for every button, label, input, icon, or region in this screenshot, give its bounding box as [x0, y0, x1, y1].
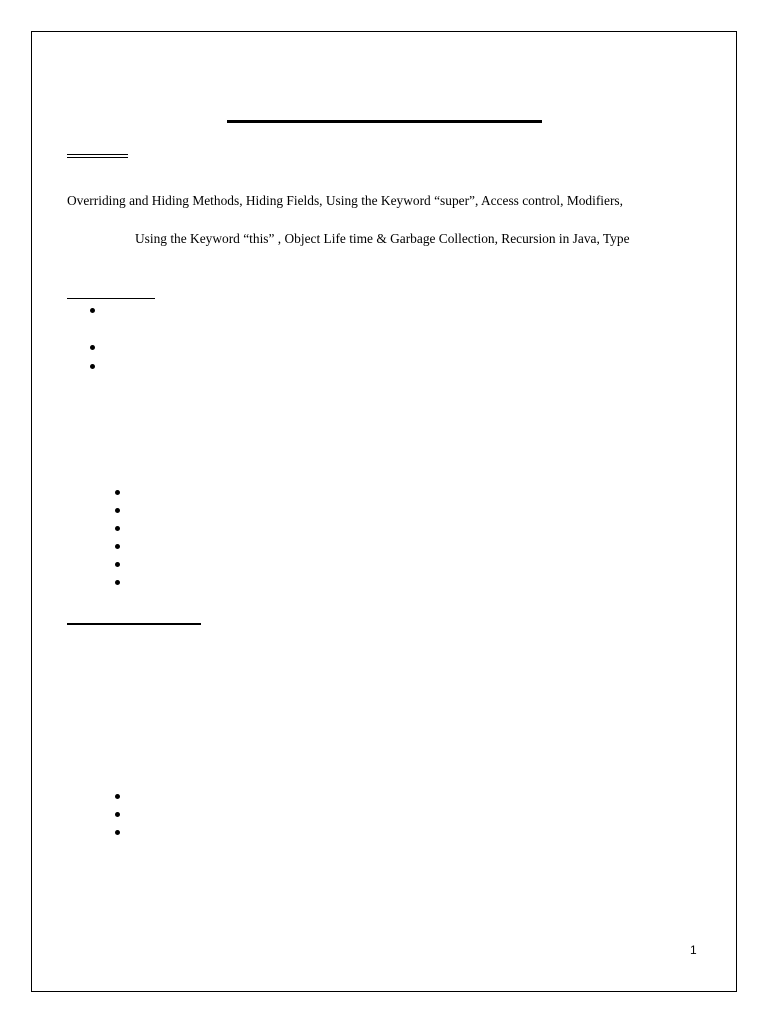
list-bullet [115, 544, 120, 549]
list-bullet [90, 364, 95, 369]
title-underline [227, 120, 542, 123]
topics-line-2: Using the Keyword “this” , Object Life time & Garbage Collection, Recursion in Java, Type [135, 231, 630, 246]
list-bullet [115, 812, 120, 817]
topics-line-1: Overriding and Hiding Methods, Hiding Fields, Using the Keyword “super”, Access control, Modifiers, [67, 193, 623, 208]
list-bullet [115, 508, 120, 513]
section-heading-underline [67, 154, 128, 155]
list-bullet [115, 794, 120, 799]
list-bullet [115, 580, 120, 585]
list-bullet [115, 490, 120, 495]
section-heading-underline [67, 623, 201, 625]
list-bullet [115, 526, 120, 531]
section-heading-underline [67, 298, 155, 299]
list-bullet [90, 308, 95, 313]
list-bullet [90, 345, 95, 350]
list-bullet [115, 562, 120, 567]
list-bullet [115, 830, 120, 835]
page-border [31, 31, 737, 992]
section-heading-underline-double [67, 157, 128, 158]
page-number: 1 [690, 943, 697, 957]
